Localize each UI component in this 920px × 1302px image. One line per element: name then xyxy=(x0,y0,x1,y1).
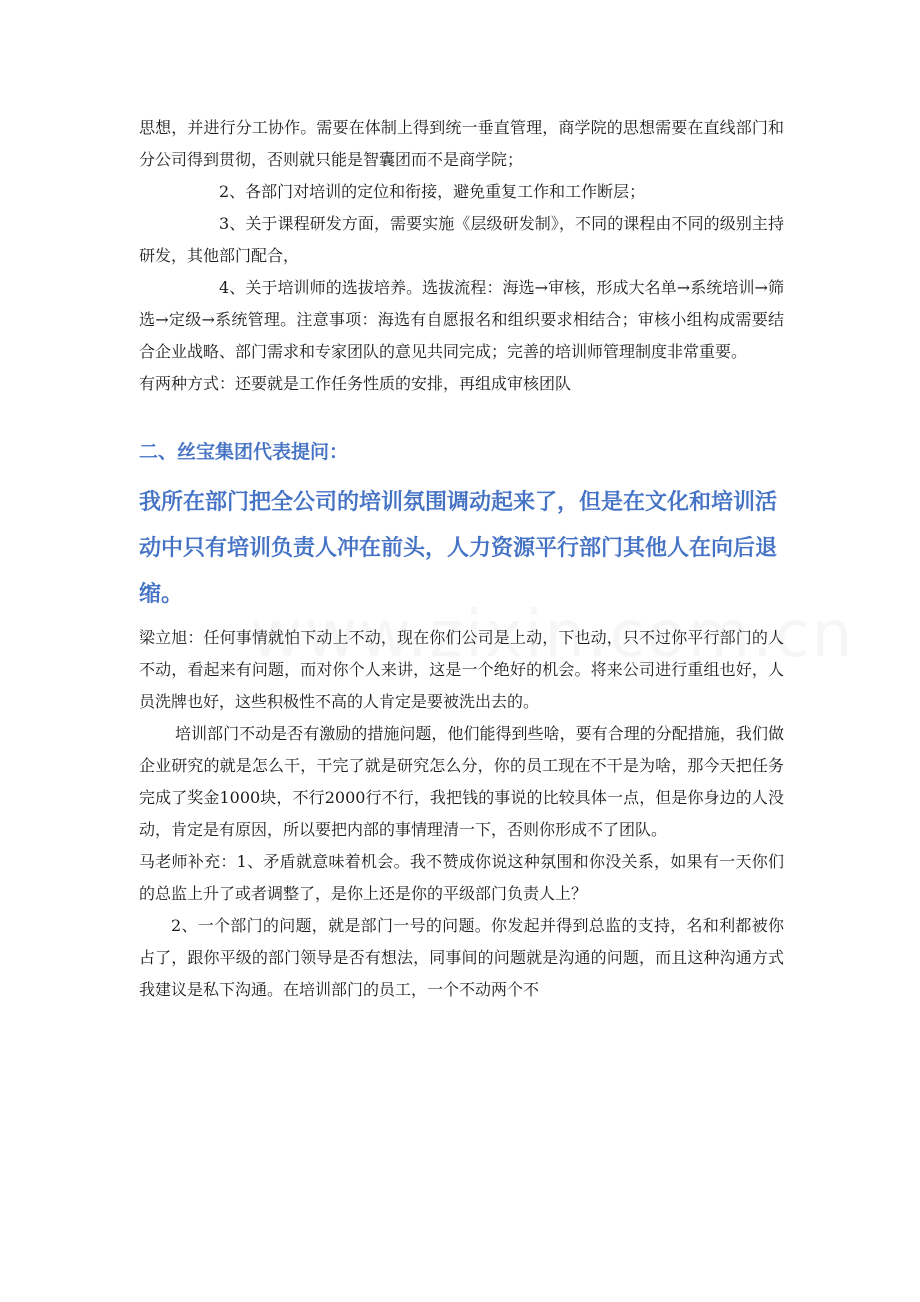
document-body xyxy=(139,112,784,1006)
answer-liang: 梁立旭：任何事情就怕下动上不动，现在你们公司是上动，下也动，只不过你平行部门的人不动，看起来有问题，而对你个人来讲，这是一个绝好的机会。将来公司进行重组也好，人员洗牌也好，这些积极性不高的人肯定是要被洗出去的。 xyxy=(139,628,784,711)
answer-ma-2: 2、一个部门的问题，就是部门一号的问题。你发起并得到总监的支持，名和利都被你占了，跟你平级的部门领导是否有想法，同事间的问题就是沟通的问题，而且这种沟通方式我建议是私下沟通。在培训部门的员工，一个不动两个不 xyxy=(139,916,784,999)
answer-incentive: 培训部门不动是否有激励的措施问题，他们能得到些啥，要有合理的分配措施，我们做企业研究的就是怎么干，干完了就是研究怎么分，你的员工现在不干是为啥，那今天把任务完成了奖金1000块，不行2000行不行，我把钱的事说的比较具体一点，但是你身边的人没动，肯定是有原因，所以要把内部的事情理清一下，否则你形成不了团队。 xyxy=(139,724,784,839)
question-text: 我所在部门把全公司的培训氛围调动起来了，但是在文化和培训活动中只有培训负责人冲在前头，人力资源平行部门其他人在向后退缩。 xyxy=(139,490,778,607)
paragraph-two-methods: 有两种方式：还要就是工作任务性质的安排，再组成审核团队 xyxy=(139,374,572,393)
paragraph-item-3: 3、关于课程研发方面，需要实施《层级研发制》，不同的课程由不同的级别主持研发，其他部门配合， xyxy=(139,214,784,265)
paragraph-continuation: 思想，并进行分工协作。需要在体制上得到统一垂直管理，商学院的思想需要在直线部门和分公司得到贯彻，否则就只能是智囊团而不是商学院； xyxy=(139,118,784,169)
section-heading: 二、丝宝集团代表提问： xyxy=(139,441,349,463)
paragraph-item-2: 2、各部门对培训的定位和衔接，避免重复工作和工作断层； xyxy=(219,182,646,201)
answer-ma-1: 马老师补充：1、矛盾就意味着机会。我不赞成你说这种氛围和你没关系，如果有一天你们的总监上升了或者调整了，是你上还是你的平级部门负责人上？ xyxy=(139,852,784,903)
paragraph-item-4: 4、关于培训师的选拔培养。选拔流程：海选→审核，形成大名单→系统培训→筛选→定级→系统管理。注意事项：海选有自愿报名和组织要求相结合；审核小组构成需要结合企业战略、部门需求和专家团队的意见共同完成；完善的培训师管理制度非常重要。 xyxy=(139,278,784,361)
section-spacer xyxy=(139,400,784,436)
